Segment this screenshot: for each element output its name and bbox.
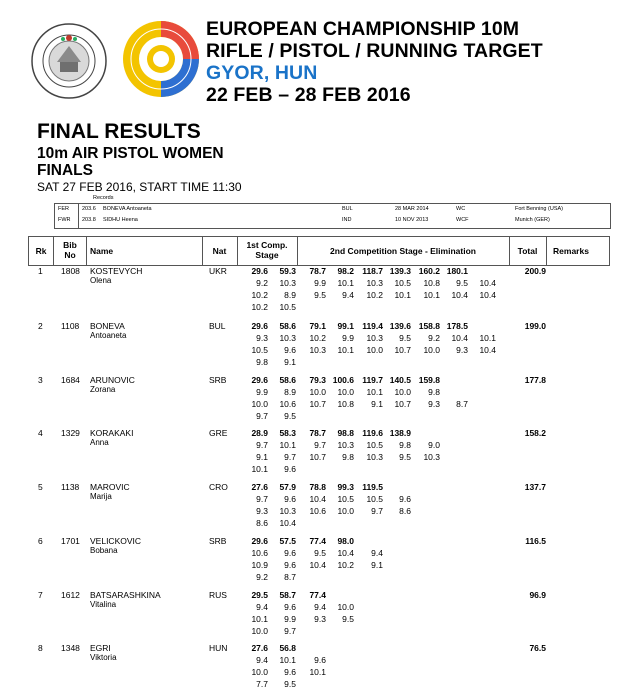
shot-score: 10.1	[309, 667, 326, 677]
stage2-cumulative: 138.9	[389, 428, 411, 438]
athlete-last-name: EGRI	[90, 643, 111, 653]
stage1-cumulative: 58.3	[279, 428, 296, 438]
nation: SRB	[209, 536, 227, 546]
athlete-first-name: Viktoria	[90, 653, 117, 662]
shot-score: 9.3	[256, 506, 268, 516]
shot-score: 9.2	[428, 333, 440, 343]
result-row	[0, 428, 640, 484]
nation: HUN	[209, 643, 228, 653]
stage1-cumulative: 29.6	[251, 536, 268, 546]
total-score: 76.5	[529, 643, 546, 653]
shot-score: 9.1	[371, 560, 383, 570]
shot-score: 10.4	[279, 518, 296, 528]
shot-score: 10.7	[309, 399, 326, 409]
shot-score: 10.0	[337, 387, 354, 397]
shot-score: 10.4	[309, 494, 326, 504]
result-row	[0, 536, 640, 592]
shot-score: 9.0	[428, 440, 440, 450]
stage2-cumulative: 98.2	[337, 266, 354, 276]
bib-number: 1701	[61, 536, 80, 546]
shot-score: 10.5	[337, 494, 354, 504]
shot-score: 10.1	[337, 345, 354, 355]
result-row	[0, 482, 640, 538]
shot-score: 9.2	[256, 278, 268, 288]
stage1-cumulative: 27.6	[251, 643, 268, 653]
bib-number: 1329	[61, 428, 80, 438]
stage1-cumulative: 29.6	[251, 321, 268, 331]
shot-score: 10.0	[394, 387, 411, 397]
athlete-last-name: KOSTEVYCH	[90, 266, 143, 276]
event-title-line1: EUROPEAN CHAMPIONSHIP 10M	[206, 18, 520, 40]
shot-score: 10.3	[366, 333, 383, 343]
shot-score: 9.3	[428, 399, 440, 409]
shot-score: 10.5	[366, 494, 383, 504]
bib-number: 1348	[61, 643, 80, 653]
stage2-cumulative: 79.1	[309, 321, 326, 331]
shot-score: 10.2	[251, 302, 268, 312]
stage2-cumulative: 158.8	[418, 321, 440, 331]
total-score: 137.7	[524, 482, 546, 492]
shot-score: 9.9	[342, 333, 354, 343]
stage2-cumulative: 159.8	[418, 375, 440, 385]
shot-score: 9.6	[284, 345, 296, 355]
shot-score: 9.6	[284, 548, 296, 558]
shot-score: 10.2	[366, 290, 383, 300]
shot-score: 9.9	[284, 614, 296, 624]
event-venue: GYOR, HUN	[206, 62, 318, 84]
stage1-cumulative: 57.9	[279, 482, 296, 492]
shot-score: 8.9	[284, 387, 296, 397]
stage2-cumulative: 139.6	[389, 321, 411, 331]
shot-score: 9.7	[256, 440, 268, 450]
shot-score: 9.5	[284, 679, 296, 689]
col-nat: Nat	[212, 246, 227, 256]
shot-score: 10.0	[337, 602, 354, 612]
stage1-cumulative: 57.5	[279, 536, 296, 546]
shot-score: 10.3	[279, 278, 296, 288]
stage2-cumulative: 77.4	[309, 590, 326, 600]
shot-score: 9.6	[314, 655, 326, 665]
result-row	[0, 321, 640, 377]
stage2-cumulative: 99.1	[337, 321, 354, 331]
shot-score: 10.1	[279, 440, 296, 450]
record-row: FWR 203.8 SIDHU Heena IND 10 NOV 2013 WCF Munich (GER)	[58, 217, 550, 223]
shot-score: 10.6	[251, 548, 268, 558]
stage1-cumulative: 27.6	[251, 482, 268, 492]
rank: 3	[38, 375, 43, 385]
shot-score: 10.2	[251, 290, 268, 300]
shot-score: 9.5	[342, 614, 354, 624]
stage1-cumulative: 58.7	[279, 590, 296, 600]
shot-score: 9.1	[256, 452, 268, 462]
shot-score: 10.1	[394, 290, 411, 300]
nation: BUL	[209, 321, 226, 331]
stage2-cumulative: 178.5	[446, 321, 468, 331]
shot-score: 9.3	[256, 333, 268, 343]
shot-score: 9.6	[284, 602, 296, 612]
stage1-cumulative: 29.6	[251, 266, 268, 276]
stage1-cumulative: 28.9	[251, 428, 268, 438]
nation: SRB	[209, 375, 227, 385]
shot-score: 10.4	[451, 333, 468, 343]
shot-score: 9.6	[284, 494, 296, 504]
shot-score: 9.4	[342, 290, 354, 300]
event-dates: 22 FEB – 28 FEB 2016	[206, 84, 411, 106]
athlete-last-name: BATSARASHKINA	[90, 590, 161, 600]
start-datetime: SAT 27 FEB 2016, START TIME 11:30	[37, 180, 242, 194]
shot-score: 10.0	[366, 345, 383, 355]
nation: UKR	[209, 266, 227, 276]
stage2-cumulative: 139.3	[389, 266, 411, 276]
shot-score: 10.8	[337, 399, 354, 409]
shot-score: 10.4	[479, 290, 496, 300]
total-score: 200.9	[524, 266, 546, 276]
shot-score: 10.3	[309, 345, 326, 355]
event-title-line2: RIFLE / PISTOL / RUNNING TARGET	[206, 40, 543, 62]
rank: 1	[38, 266, 43, 276]
shot-score: 10.4	[479, 345, 496, 355]
shot-score: 10.4	[309, 560, 326, 570]
col-remarks: Remarks	[553, 246, 589, 256]
shot-score: 9.7	[284, 452, 296, 462]
nation: CRO	[209, 482, 228, 492]
athlete-first-name: Bobana	[90, 546, 118, 555]
shot-score: 10.3	[279, 506, 296, 516]
shot-score: 10.9	[251, 560, 268, 570]
athlete-first-name: Vitalina	[90, 600, 117, 609]
stage1-cumulative: 29.6	[251, 375, 268, 385]
col-bib: Bib No	[63, 240, 77, 260]
shot-score: 9.6	[284, 560, 296, 570]
rank: 6	[38, 536, 43, 546]
nation: RUS	[209, 590, 227, 600]
shot-score: 10.1	[279, 655, 296, 665]
shot-score: 10.1	[423, 290, 440, 300]
rank: 5	[38, 482, 43, 492]
stage2-cumulative: 77.4	[309, 536, 326, 546]
shot-score: 10.0	[251, 667, 268, 677]
result-row	[0, 643, 640, 699]
stage-name: FINALS	[37, 162, 93, 179]
rank: 7	[38, 590, 43, 600]
athlete-last-name: BONEVA	[90, 321, 125, 331]
shot-score: 7.7	[256, 679, 268, 689]
shot-score: 9.7	[256, 411, 268, 421]
athlete-first-name: Antoaneta	[90, 331, 127, 340]
shot-score: 10.2	[337, 560, 354, 570]
result-row	[0, 590, 640, 646]
shot-score: 9.8	[399, 440, 411, 450]
stage2-cumulative: 98.0	[337, 536, 354, 546]
bib-number: 1612	[61, 590, 80, 600]
col-total: Total	[517, 246, 538, 256]
shot-score: 9.4	[256, 655, 268, 665]
record-row: FER 203.6 BONEVA Antoaneta BUL 28 MAR 2014 WC Fort Benning (USA)	[58, 206, 563, 212]
shot-score: 9.5	[456, 278, 468, 288]
shot-score: 10.8	[423, 278, 440, 288]
rank: 2	[38, 321, 43, 331]
shot-score: 9.5	[399, 333, 411, 343]
stage2-cumulative: 100.6	[332, 375, 354, 385]
shot-score: 10.4	[337, 548, 354, 558]
shot-score: 9.3	[456, 345, 468, 355]
shot-score: 10.0	[251, 399, 268, 409]
total-score: 116.5	[525, 536, 546, 546]
shot-score: 9.8	[428, 387, 440, 397]
stage1-cumulative: 29.5	[251, 590, 268, 600]
shot-score: 9.6	[284, 667, 296, 677]
stage2-cumulative: 78.7	[309, 266, 326, 276]
shot-score: 10.0	[423, 345, 440, 355]
shot-score: 10.0	[309, 387, 326, 397]
total-score: 199.0	[524, 321, 546, 331]
athlete-last-name: MAROVIC	[90, 482, 130, 492]
shot-score: 9.7	[371, 506, 383, 516]
shot-score: 10.3	[366, 278, 383, 288]
shot-score: 10.1	[479, 333, 496, 343]
shot-score: 10.2	[309, 333, 326, 343]
result-row	[0, 266, 640, 322]
shot-score: 10.1	[337, 278, 354, 288]
stage2-cumulative: 119.7	[362, 375, 383, 385]
stage1-cumulative: 59.3	[279, 266, 296, 276]
championship-logo	[30, 22, 108, 100]
shot-score: 10.3	[337, 440, 354, 450]
shot-score: 10.4	[479, 278, 496, 288]
shot-score: 9.5	[284, 411, 296, 421]
stage2-cumulative: 140.5	[389, 375, 411, 385]
shot-score: 9.1	[371, 399, 383, 409]
shot-score: 9.8	[342, 452, 354, 462]
bib-number: 1138	[61, 482, 80, 492]
shot-score: 10.5	[366, 440, 383, 450]
shot-score: 10.3	[366, 452, 383, 462]
rank: 4	[38, 428, 43, 438]
rank: 8	[38, 643, 43, 653]
stage2-cumulative: 79.3	[309, 375, 326, 385]
shot-score: 8.6	[399, 506, 411, 516]
stage1-cumulative: 58.6	[279, 321, 296, 331]
stage2-cumulative: 180.1	[446, 266, 468, 276]
shot-score: 9.8	[256, 357, 268, 367]
shot-score: 10.5	[394, 278, 411, 288]
shot-score: 9.4	[371, 548, 383, 558]
shot-score: 9.3	[314, 614, 326, 624]
stage2-cumulative: 98.8	[337, 428, 354, 438]
shot-score: 9.2	[256, 572, 268, 582]
stage1-cumulative: 56.8	[279, 643, 296, 653]
shot-score: 8.6	[256, 518, 268, 528]
shot-score: 9.6	[399, 494, 411, 504]
athlete-first-name: Anna	[90, 438, 109, 447]
stage1-cumulative: 58.6	[279, 375, 296, 385]
shot-score: 10.0	[337, 506, 354, 516]
shot-score: 9.9	[256, 387, 268, 397]
shot-score: 10.1	[251, 614, 268, 624]
total-score: 96.9	[529, 590, 546, 600]
shot-score: 9.5	[314, 290, 326, 300]
bib-number: 1108	[61, 321, 80, 331]
stage2-cumulative: 119.5	[362, 482, 383, 492]
shot-score: 10.4	[451, 290, 468, 300]
shot-score: 9.7	[284, 626, 296, 636]
shot-score: 8.9	[284, 290, 296, 300]
results-table-header	[28, 236, 610, 266]
records-table	[54, 203, 611, 229]
total-score: 177.8	[524, 375, 546, 385]
shot-score: 10.6	[309, 506, 326, 516]
shot-score: 8.7	[456, 399, 468, 409]
shot-score: 9.7	[314, 440, 326, 450]
total-score: 158.2	[524, 428, 546, 438]
nation: GRE	[209, 428, 228, 438]
stage2-cumulative: 118.7	[362, 266, 383, 276]
shot-score: 10.7	[394, 345, 411, 355]
stage2-cumulative: 119.4	[362, 321, 383, 331]
shot-score: 10.1	[366, 387, 383, 397]
athlete-first-name: Olena	[90, 276, 112, 285]
result-row	[0, 375, 640, 431]
shot-score: 9.5	[399, 452, 411, 462]
shot-score: 10.6	[279, 399, 296, 409]
event-name: 10m AIR PISTOL WOMEN	[37, 145, 224, 162]
shot-score: 8.7	[284, 572, 296, 582]
stage2-cumulative: 119.6	[362, 428, 383, 438]
shot-score: 10.0	[251, 626, 268, 636]
page-title: FINAL RESULTS	[37, 120, 201, 143]
col-name: Name	[90, 246, 114, 256]
stage2-cumulative: 78.8	[309, 482, 326, 492]
shot-score: 10.3	[423, 452, 440, 462]
shot-score: 9.5	[314, 548, 326, 558]
shot-score: 10.5	[251, 345, 268, 355]
shot-score: 9.7	[256, 494, 268, 504]
esc-logo	[121, 19, 201, 99]
stage2-cumulative: 160.2	[418, 266, 440, 276]
col-second-stage: 2nd Competition Stage - Elimination	[330, 246, 476, 256]
stage2-cumulative: 78.7	[309, 428, 326, 438]
athlete-last-name: VELICKOVIC	[90, 536, 142, 546]
shot-score: 10.7	[394, 399, 411, 409]
shot-score: 10.5	[279, 302, 296, 312]
shot-score: 9.4	[256, 602, 268, 612]
col-first-stage: 1st Comp. Stage	[246, 240, 288, 260]
bib-number: 1808	[61, 266, 80, 276]
shot-score: 9.4	[314, 602, 326, 612]
records-label: Records	[93, 195, 114, 201]
col-rk: Rk	[35, 246, 47, 256]
shot-score: 9.6	[284, 464, 296, 474]
stage2-cumulative: 99.3	[337, 482, 354, 492]
shot-score: 10.3	[279, 333, 296, 343]
athlete-last-name: ARUNOVIC	[90, 375, 135, 385]
shot-score: 9.1	[284, 357, 296, 367]
shot-score: 10.7	[309, 452, 326, 462]
shot-score: 10.1	[251, 464, 268, 474]
athlete-first-name: Zorana	[90, 385, 116, 394]
athlete-last-name: KORAKAKI	[90, 428, 134, 438]
athlete-first-name: Marija	[90, 492, 112, 501]
shot-score: 9.9	[314, 278, 326, 288]
bib-number: 1684	[61, 375, 80, 385]
